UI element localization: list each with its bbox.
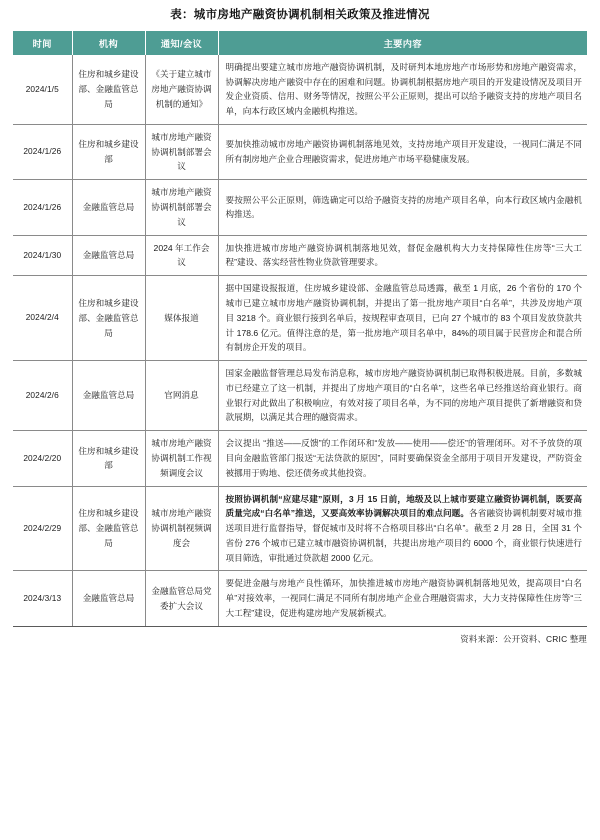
cell-notice: 城市房地产融资协调机制工作视频调度会议: [145, 431, 218, 486]
table-row: [13, 55, 587, 125]
cell-main-content: [218, 276, 587, 361]
cell-main-content: [218, 235, 587, 276]
cell-main-content: [218, 124, 587, 179]
cell-time: 2024/1/5: [13, 55, 72, 125]
cell-main-text: 国家金融监督管理总局发布消息称，城市房地产融资协调机制已取得积极进展。目前，多数城市已经建立了这一机制，并提出了房地产项目的“白名单”，这些名单已经推送给商业银行。商业银行对此做出了积极响应，有效对接了项目名单，为不同的房地产项目提供了新增融资和贷款展期，以满足其合理的融资需求。: [225, 368, 582, 423]
cell-notice: 《关于建立城市房地产融资协调机制的通知》: [145, 55, 218, 125]
cell-main-text: 要按照公平公正原则，筛选确定可以给予融资支持的房地产项目名单，向本行政区域内金融机构推送。: [225, 194, 582, 220]
cell-notice: 媒体报道: [145, 276, 218, 361]
cell-notice: 城市房地产融资协调机制部署会议: [145, 180, 218, 235]
cell-organization: 住房和城乡建设部: [72, 124, 145, 179]
cell-main-content: [218, 361, 587, 431]
cell-main-content: [218, 571, 587, 626]
table-body: [13, 55, 587, 627]
cell-organization: 金融监管总局: [72, 235, 145, 276]
cell-main-content: [218, 486, 587, 571]
source-note: 资料来源：公开资料、CRIC 整理: [460, 633, 587, 644]
cell-organization: 住房和城乡建设部、金融监管总局: [72, 276, 145, 361]
cell-time: 2024/2/6: [13, 361, 72, 431]
cell-notice: 城市房地产融资协调机制部署会议: [145, 124, 218, 179]
cell-time: 2024/2/20: [13, 431, 72, 486]
cell-organization: 金融监管总局: [72, 571, 145, 626]
cell-main-content: [218, 180, 587, 235]
cell-notice: 城市房地产融资协调机制视频调度会: [145, 486, 218, 571]
cell-notice: 2024 年工作会议: [145, 235, 218, 276]
column-header-main: 主要内容: [218, 31, 587, 55]
table-row: [13, 571, 587, 626]
cell-main-content: [218, 431, 587, 486]
page-title: 表：城市房地产融资协调机制相关政策及推进情况: [170, 9, 430, 21]
cell-main-text: 明确提出要建立城市房地产融资协调机制，及时研判本地房地产市场形势和房地产融资需求，协调解决房地产融资中存在的困难和问题。协调机制根据房地产项目的开发建设情况及项目开发企业资质、信用、财务等情况，按照公平公正原则，提出可以给予融资支持的房地产项目名单，向本行政区域内金融机构推送。: [225, 61, 582, 117]
cell-time: 2024/2/29: [13, 486, 72, 571]
table-row: [13, 276, 587, 361]
table-row: [13, 235, 587, 276]
cell-main-content: [218, 55, 587, 125]
table-row: [13, 361, 587, 431]
column-header-time: 时间: [13, 31, 72, 55]
cell-notice: 金融监管总局党委扩大会议: [145, 571, 218, 626]
cell-main-text: 要促进金融与房地产良性循环，加快推进城市房地产融资协调机制落地见效，提高项目“白名单”对接效率，一视同仁满足不同所有制房地产企业合理融资需求，大力支持保障性住房等“三大工程”建设，促进构建房地产发展新模式。: [225, 578, 582, 619]
cell-main-text: 据中国建设报报道，住房城乡建设部、金融监管总局透露，截至 1 月底，26 个省份的 170 个城市已建立城市房地产融资协调机制，并提出了第一批房地产项目“白名单”，共涉及房地产项目 3218 个。商业银行接到名单后，按规程审查项目，已向 27 个城市的 83 个项目发放贷款共计 178.6 亿元。值得注意的是，第一批房地产项目名单中，84%的项目属于民营房企和混合所有制房企开发的项目。: [225, 283, 582, 353]
cell-organization: 住房和城乡建设部、金融监管总局: [72, 486, 145, 571]
cell-organization: 金融监管总局: [72, 361, 145, 431]
policy-table: [13, 31, 587, 627]
cell-time: 2024/1/26: [13, 124, 72, 179]
cell-organization: 住房和城乡建设部: [72, 431, 145, 486]
cell-organization: 金融监管总局: [72, 180, 145, 235]
cell-main-text: 各省融资协调机制要对城市推送项目进行监督指导，督促城市及时将不合格项目移出“白名单”。截至 2 月 28 日，全国 31 个省份 276 个城市已建立城市融资协调机制，共提出房地产项目约 6000 个，商业银行快速进行项目筛选，审批通过贷款超 2000 亿元。: [225, 508, 582, 563]
cell-organization: 住房和城乡建设部、金融监管总局: [72, 55, 145, 125]
cell-notice: 官网消息: [145, 361, 218, 431]
table-row: [13, 431, 587, 486]
table-row: [13, 180, 587, 235]
table-header: [13, 31, 587, 55]
cell-time: 2024/1/26: [13, 180, 72, 235]
table-row: [13, 124, 587, 179]
cell-time: 2024/2/4: [13, 276, 72, 361]
cell-time: 2024/3/13: [13, 571, 72, 626]
cell-main-text: 会议提出 “推送――反馈”的工作闭环和“发放――使用――偿还”的管理闭环。对不予放贷的项目向金融监管部门报送“无法贷款的原因”，同时要确保资金全部用于项目开发建设，严防资金被挪用于购地、偿还债务或其他投资。: [225, 438, 582, 478]
table-header-row: [13, 31, 587, 55]
cell-time: 2024/1/30: [13, 235, 72, 276]
column-header-org: 机构: [72, 31, 145, 55]
cell-main-text: 加快推进城市房地产融资协调机制落地见效，督促金融机构大力支持保障性住房等“三大工程”建设、落实经营性物业贷款管理要求。: [225, 242, 582, 268]
table-row: [13, 486, 587, 571]
cell-main-emphasis: 按照协调机制“应建尽建”原则，3 月 15 日前，地级及以上城市要建立融资协调机制，既要高质量完成“白名单”推送，又要高效率协调解决项目的难点问题。: [225, 493, 582, 519]
column-header-notice: 通知/会议: [145, 31, 218, 55]
cell-main-text: 要加快推动城市房地产融资协调机制落地见效，支持房地产项目开发建设，一视同仁满足不同所有制房地产企业合理融资需求，促进房地产市场平稳健康发展。: [225, 139, 582, 165]
